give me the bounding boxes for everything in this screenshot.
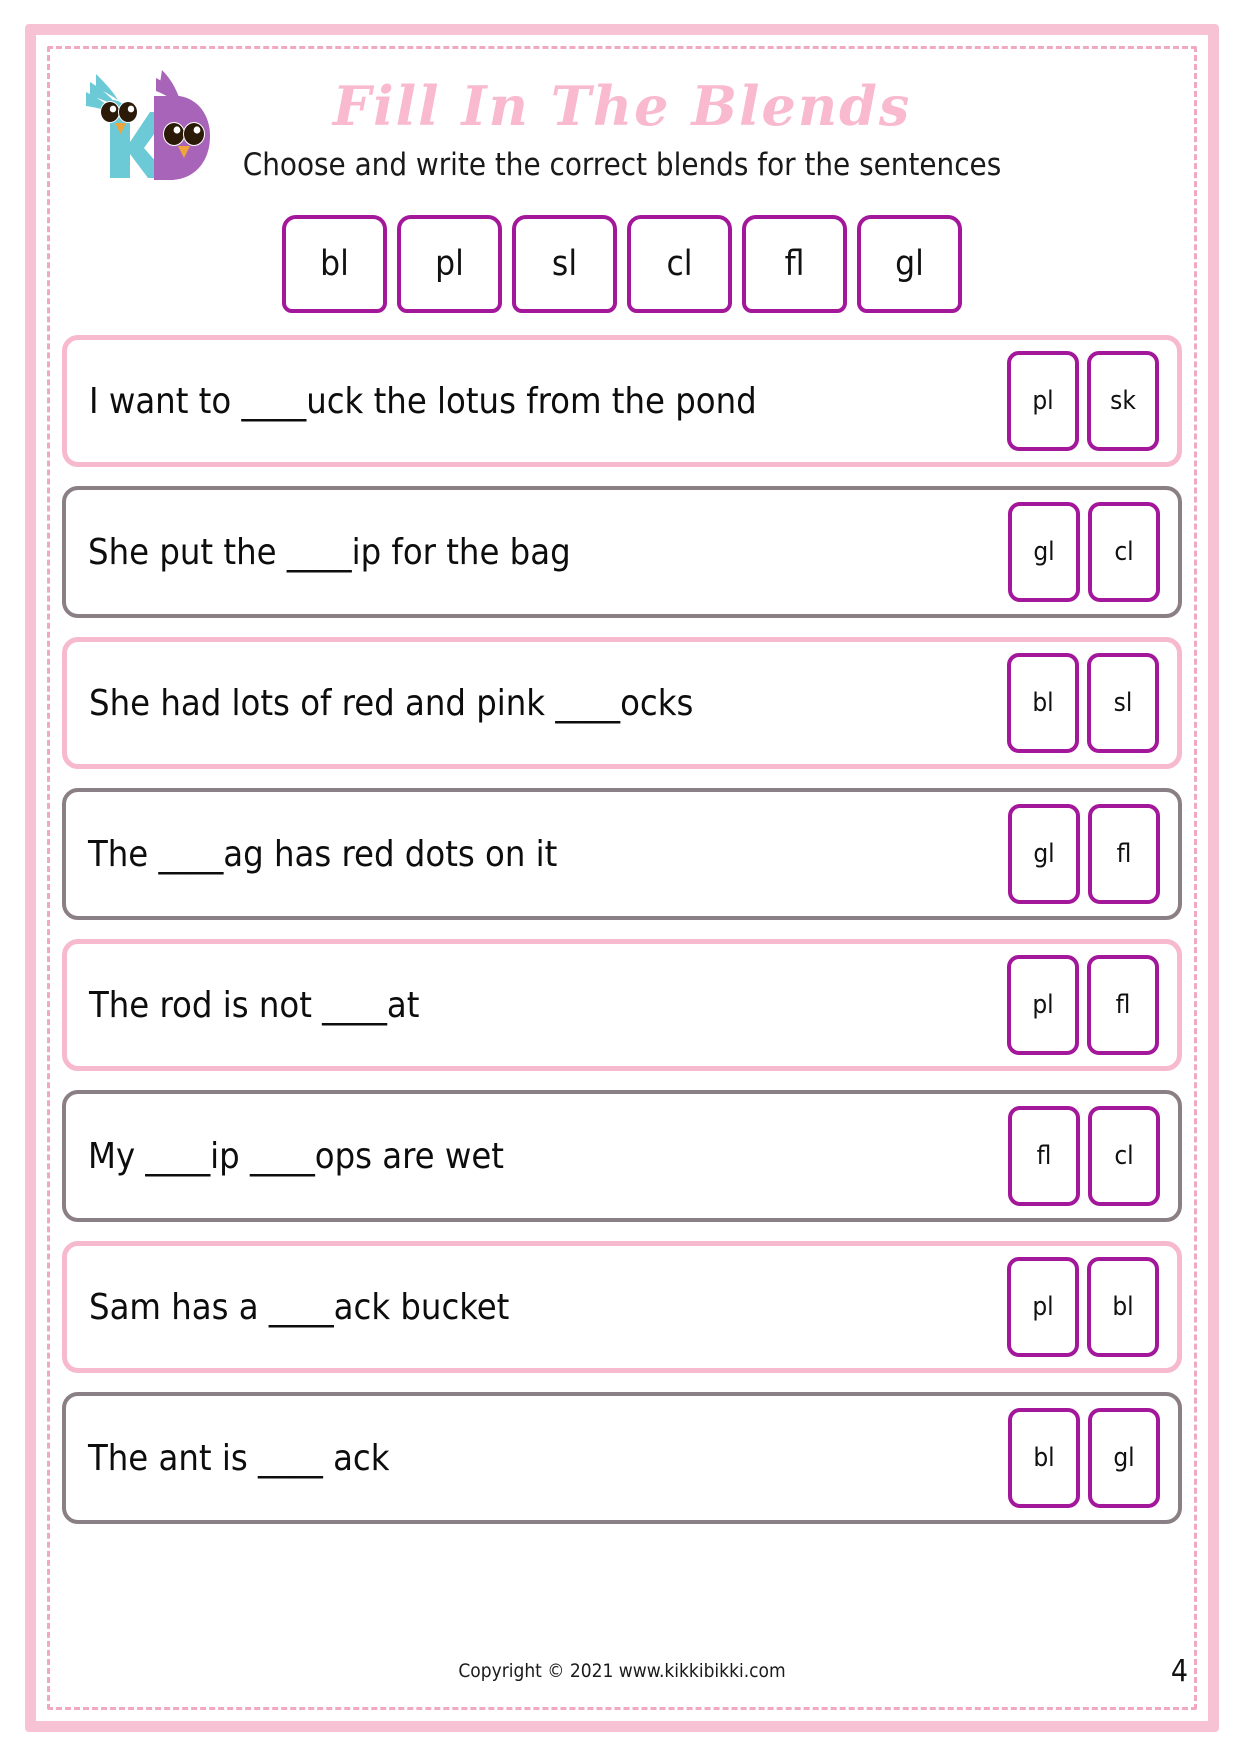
answer-options	[1008, 1106, 1178, 1206]
sentence-text: The rod is not ____at	[89, 984, 420, 1026]
answer-option-box[interactable]: cl	[1088, 1106, 1160, 1206]
word-bank-box-pl[interactable]: pl	[397, 215, 502, 313]
sentence-text: My ____ip ____ops are wet	[88, 1135, 504, 1177]
answer-options	[1008, 502, 1178, 602]
word-bank-box-sl[interactable]: sl	[512, 215, 617, 313]
sentence-rows-list	[62, 335, 1182, 1524]
answer-option-box[interactable]: gl	[1008, 502, 1080, 602]
sentence-row	[62, 788, 1182, 920]
answer-options	[1007, 955, 1177, 1055]
word-bank-box-cl[interactable]: cl	[627, 215, 732, 313]
sentence-row	[62, 335, 1182, 467]
word-bank-box-bl[interactable]: bl	[282, 215, 387, 313]
answer-option-box[interactable]: bl	[1008, 1408, 1080, 1508]
answer-option-box[interactable]: fl	[1008, 1106, 1080, 1206]
sentence-text: The ____ag has red dots on it	[88, 833, 558, 875]
answer-option-box[interactable]: gl	[1088, 1408, 1160, 1508]
answer-options	[1008, 1408, 1178, 1508]
answer-options	[1007, 653, 1177, 753]
worksheet-header	[62, 52, 1182, 197]
sentence-text: She put the ____ip for the bag	[88, 531, 571, 573]
answer-options	[1008, 804, 1178, 904]
page-number: 4	[1170, 1654, 1188, 1689]
worksheet-content	[62, 52, 1188, 1702]
sentence-text: Sam has a ____ack bucket	[89, 1286, 510, 1328]
sentence-row	[62, 1392, 1182, 1524]
answer-option-box[interactable]: sk	[1087, 351, 1159, 451]
word-bank-box-gl[interactable]: gl	[857, 215, 962, 313]
answer-option-box[interactable]: bl	[1007, 653, 1079, 753]
answer-option-box[interactable]: pl	[1007, 955, 1079, 1055]
page-title: Fill In The Blends	[332, 74, 912, 138]
copyright-text: Copyright © 2021 www.kikkibikki.com	[458, 1660, 786, 1682]
sentence-row	[62, 486, 1182, 618]
answer-option-box[interactable]: bl	[1087, 1257, 1159, 1357]
sentence-row	[62, 939, 1182, 1071]
answer-option-box[interactable]: fl	[1087, 955, 1159, 1055]
answer-option-box[interactable]: sl	[1087, 653, 1159, 753]
sentence-row	[62, 1090, 1182, 1222]
sentence-row	[62, 637, 1182, 769]
word-bank	[62, 215, 1182, 313]
answer-option-box[interactable]: pl	[1007, 1257, 1079, 1357]
word-bank-box-fl[interactable]: fl	[742, 215, 847, 313]
answer-options	[1007, 1257, 1177, 1357]
page-footer	[62, 1654, 1188, 1696]
sentence-text: She had lots of red and pink ____ocks	[89, 682, 694, 724]
answer-option-box[interactable]: pl	[1007, 351, 1079, 451]
sentence-text: I want to ____uck the lotus from the pond	[89, 380, 757, 422]
answer-option-box[interactable]: cl	[1088, 502, 1160, 602]
answer-option-box[interactable]: gl	[1008, 804, 1080, 904]
page-subtitle: Choose and write the correct blends for the sentences	[242, 147, 1002, 183]
answer-option-box[interactable]: fl	[1088, 804, 1160, 904]
answer-options	[1007, 351, 1177, 451]
sentence-text: The ant is ____ ack	[88, 1437, 390, 1479]
sentence-row	[62, 1241, 1182, 1373]
